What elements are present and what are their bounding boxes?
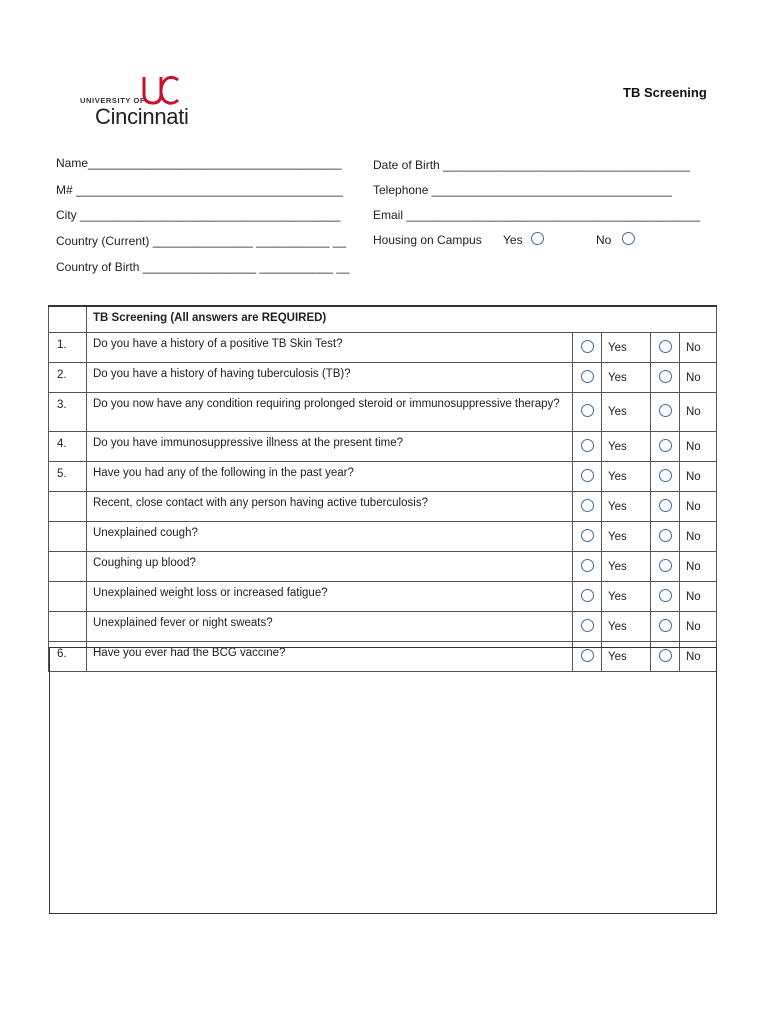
no-radio-cell[interactable]: [651, 582, 680, 612]
screening-table: [48, 305, 717, 672]
table-row: [49, 393, 717, 432]
logo-small-text: UNIVERSITY OF: [80, 96, 146, 105]
question-number: [49, 582, 87, 612]
housing-yes-label: Yes: [503, 233, 523, 247]
no-label: No: [680, 642, 717, 672]
yes-radio[interactable]: [581, 370, 594, 383]
no-radio[interactable]: [659, 469, 672, 482]
housing-label: Housing on Campus: [373, 233, 482, 247]
yes-label: Yes: [602, 582, 651, 612]
yes-radio-cell[interactable]: [573, 432, 602, 462]
yes-radio-cell[interactable]: [573, 333, 602, 363]
yes-radio[interactable]: [581, 469, 594, 482]
question-number: 2.: [49, 363, 87, 393]
no-label: No: [680, 432, 717, 462]
no-radio-cell[interactable]: [651, 522, 680, 552]
table-row: [49, 552, 717, 582]
no-label: No: [680, 333, 717, 363]
question-text: Recent, close contact with any person having active tuberculosis?: [87, 492, 573, 522]
question-text: Do you have immunosuppressive illness at the present time?: [87, 432, 573, 462]
housing-yes-radio[interactable]: [531, 232, 544, 245]
yes-label: Yes: [602, 612, 651, 642]
yes-radio-cell[interactable]: [573, 522, 602, 552]
table-row: [49, 582, 717, 612]
logo-name-text: Cincinnati: [95, 104, 189, 129]
yes-radio-cell[interactable]: [573, 492, 602, 522]
telephone-field[interactable]: Telephone ____________________________________: [373, 183, 672, 197]
no-radio-cell[interactable]: [651, 363, 680, 393]
no-radio-cell[interactable]: [651, 432, 680, 462]
question-text: Unexplained weight loss or increased fatigue?: [87, 582, 573, 612]
question-text: Unexplained cough?: [87, 522, 573, 552]
no-radio[interactable]: [659, 370, 672, 383]
no-radio[interactable]: [659, 439, 672, 452]
question-number: 1.: [49, 333, 87, 363]
yes-radio[interactable]: [581, 404, 594, 417]
no-radio[interactable]: [659, 589, 672, 602]
name-field[interactable]: Name______________________________________: [56, 156, 342, 170]
no-label: No: [680, 582, 717, 612]
no-radio-cell[interactable]: [651, 393, 680, 432]
no-radio[interactable]: [659, 499, 672, 512]
question-number: 5.: [49, 462, 87, 492]
question-text: Have you ever had the BCG vaccine?: [87, 642, 573, 672]
yes-radio-cell[interactable]: [573, 363, 602, 393]
question-text: Unexplained fever or night sweats?: [87, 612, 573, 642]
table-header-spacer: [49, 306, 87, 333]
yes-radio[interactable]: [581, 619, 594, 632]
no-radio[interactable]: [659, 619, 672, 632]
no-label: No: [680, 522, 717, 552]
table-row: [49, 612, 717, 642]
yes-label: Yes: [602, 462, 651, 492]
table-row: [49, 492, 717, 522]
no-label: No: [680, 393, 717, 432]
email-field[interactable]: Email ____________________________________________: [373, 208, 700, 222]
university-logo: [80, 74, 190, 129]
table-row: [49, 333, 717, 363]
table-row: [49, 462, 717, 492]
country-of-birth-field[interactable]: Country of Birth _________________ ___________ __: [56, 260, 350, 274]
country-current-field[interactable]: Country (Current) _______________ ___________ __: [56, 234, 347, 248]
yes-radio[interactable]: [581, 340, 594, 353]
no-radio-cell[interactable]: [651, 492, 680, 522]
no-radio[interactable]: [659, 559, 672, 572]
city-field[interactable]: City _______________________________________: [56, 208, 341, 222]
yes-label: Yes: [602, 552, 651, 582]
yes-label: Yes: [602, 492, 651, 522]
question-number: [49, 522, 87, 552]
question-number: [49, 492, 87, 522]
yes-radio-cell[interactable]: [573, 393, 602, 432]
no-radio-cell[interactable]: [651, 462, 680, 492]
yes-radio[interactable]: [581, 529, 594, 542]
question-number: [49, 612, 87, 642]
housing-no-label: No: [596, 233, 612, 247]
yes-label: Yes: [602, 333, 651, 363]
yes-radio[interactable]: [581, 589, 594, 602]
date-of-birth-field[interactable]: Date of Birth _____________________________________: [373, 158, 690, 172]
question-text: Do you have a history of a positive TB Skin Test?: [87, 333, 573, 363]
yes-label: Yes: [602, 522, 651, 552]
table-row: [49, 363, 717, 393]
yes-radio-cell[interactable]: [573, 582, 602, 612]
question-number: [49, 552, 87, 582]
question-text: Coughing up blood?: [87, 552, 573, 582]
question-text: Do you have a history of having tuberculosis (TB)?: [87, 363, 573, 393]
yes-label: Yes: [602, 432, 651, 462]
comments-box[interactable]: [49, 647, 717, 914]
yes-label: Yes: [602, 393, 651, 432]
question-number: 4.: [49, 432, 87, 462]
yes-radio[interactable]: [581, 559, 594, 572]
no-radio-cell[interactable]: [651, 612, 680, 642]
no-radio[interactable]: [659, 340, 672, 353]
table-header: TB Screening (All answers are REQUIRED): [87, 306, 717, 333]
yes-radio-cell[interactable]: [573, 462, 602, 492]
table-row: [49, 522, 717, 552]
m-number-field[interactable]: M# ________________________________________: [56, 183, 343, 197]
no-radio[interactable]: [659, 404, 672, 417]
yes-radio-cell[interactable]: [573, 552, 602, 582]
yes-label: Yes: [602, 642, 651, 672]
question-number: 6.: [49, 642, 87, 672]
yes-label: Yes: [602, 363, 651, 393]
table-row: [49, 432, 717, 462]
question-text: Do you now have any condition requiring prolonged steroid or immunosuppressive therapy?: [87, 393, 573, 432]
question-number: 3.: [49, 393, 87, 432]
page-title: TB Screening: [623, 85, 707, 100]
uc-monogram-icon: [140, 74, 182, 106]
no-radio-cell[interactable]: [651, 333, 680, 363]
no-label: No: [680, 552, 717, 582]
no-label: No: [680, 363, 717, 393]
no-radio-cell[interactable]: [651, 552, 680, 582]
no-label: No: [680, 612, 717, 642]
no-label: No: [680, 462, 717, 492]
yes-radio[interactable]: [581, 499, 594, 512]
table-header-row: [49, 306, 717, 333]
no-radio[interactable]: [659, 529, 672, 542]
yes-radio-cell[interactable]: [573, 612, 602, 642]
yes-radio[interactable]: [581, 439, 594, 452]
no-label: No: [680, 492, 717, 522]
question-text: Have you had any of the following in the past year?: [87, 462, 573, 492]
housing-no-radio[interactable]: [622, 232, 635, 245]
